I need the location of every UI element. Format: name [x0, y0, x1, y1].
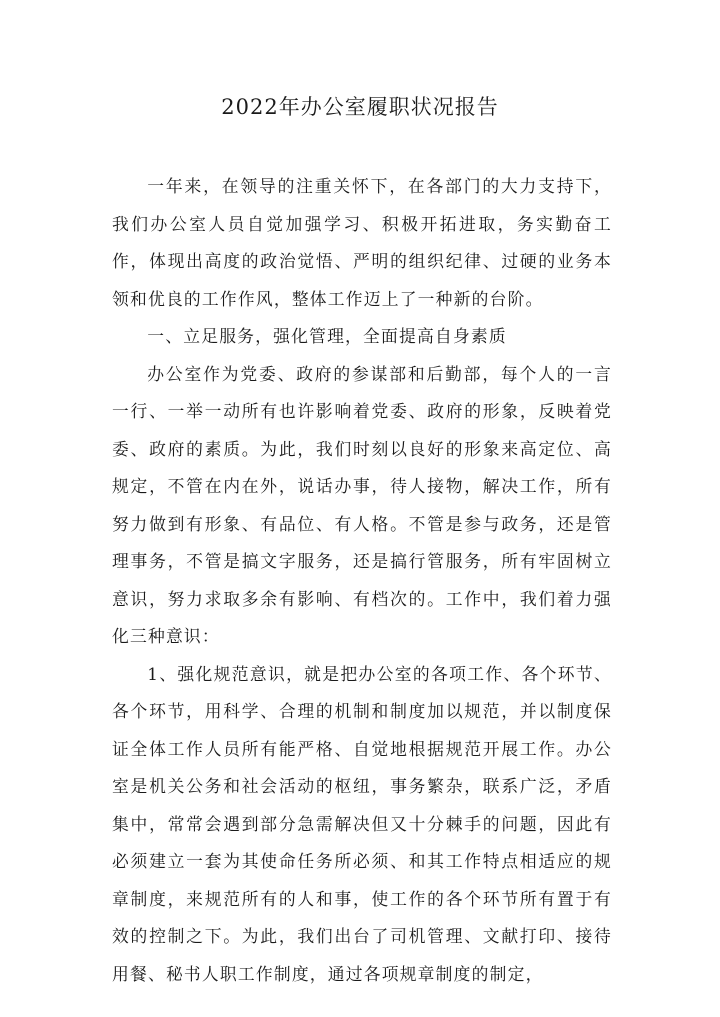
- paragraph-section-1: 办公室作为党委、政府的参谋部和后勤部，每个人的一言一行、一举一动所有也许影响着党委、政府的形象，反映着党委、政府的素质。为此，我们时刻以良好的形象来高定位、高规定，不管在内在外，说话办事，待人接物，解决工作，所有努力做到有形象、有品位、有人格。不管是参与政务，还是管理事务，不管是搞文字服务，还是搞行管服务，所有牢固树立意识，努力求取多余有影响、有档次的。工作中，我们着力强化三种意识：: [112, 363, 612, 646]
- paragraph-intro: 一年来，在领导的注重关怀下，在各部门的大力支持下，我们办公室人员自觉加强学习、积极开拓进取，务实勤奋工作，体现出高度的政治觉悟、严明的组织纪律、过硬的业务本领和优良的工作作风，整体工作迈上了一种新的台阶。: [112, 176, 612, 309]
- document-body: [112, 168, 612, 993]
- section-heading-1: 一、立足服务，强化管理，全面提高自身素质: [147, 326, 507, 346]
- document-title: 2022年办公室履职状况报告: [221, 95, 499, 119]
- paragraph-item-1: 1、强化规范意识，就是把办公室的各项工作、各个环节、各个环节，用科学、合理的机制和制度加以规范，并以制度保证全体工作人员所有能严格、自觉地根据规范开展工作。办公室是机关公务和社会活动的枢纽，事务繁杂，联系广泛，矛盾集中，常常会遇到部分急需解决但又十分棘手的问题，因此有必须建立一套为其使命任务所必须、和其工作特点相适应的规章制度，来规范所有的人和事，使工作的各个环节所有置于有效的控制之下。为此，我们出台了司机管理、文献打印、接待用餐、秘书人职工作制度，通过各项规章制度的制定，: [112, 663, 612, 984]
